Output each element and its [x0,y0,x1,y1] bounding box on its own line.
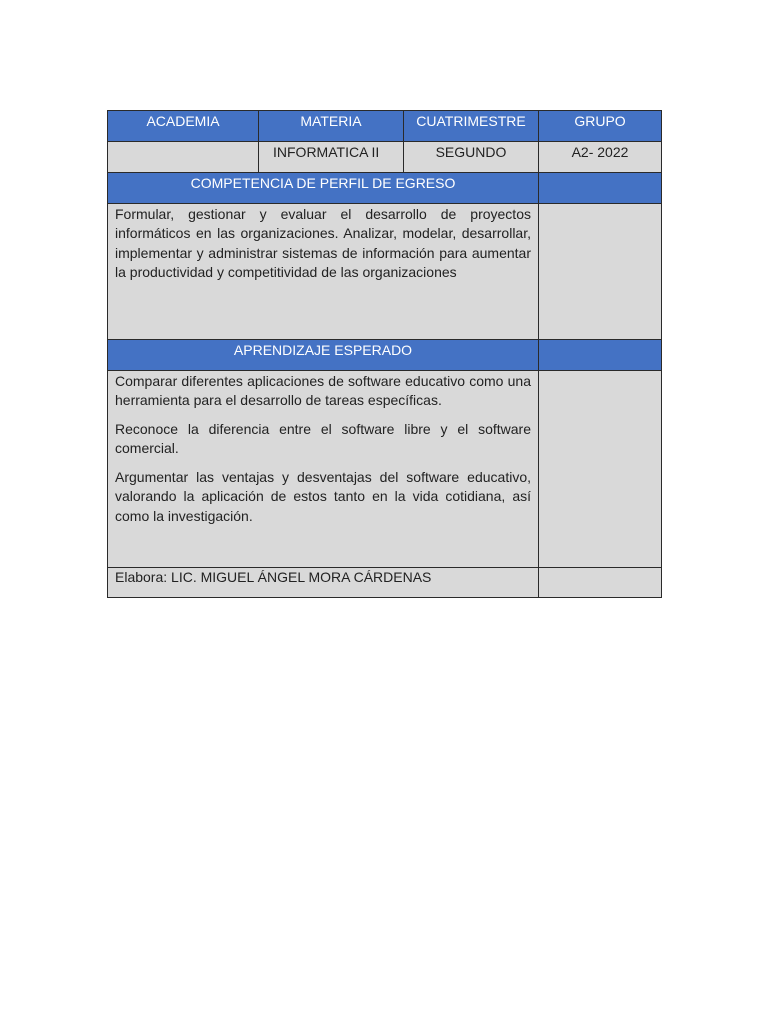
aprendizaje-item: Argumentar las ventajas y desventajas del software educativo, valorando la aplicación de estos tanto en la vida cotidiana, así como la investigación. [115,469,531,524]
elabora-text: Elabora: LIC. MIGUEL ÁNGEL MORA CÁRDENAS [108,568,539,598]
competencia-text [108,204,539,340]
aprendizaje-title: APRENDIZAJE ESPERADO [108,340,539,371]
header-cuatrimestre: CUATRIMESTRE [404,111,539,142]
info-grupo: A2- 2022 [539,142,662,173]
info-materia: INFORMATICA II [259,142,404,173]
competencia-title: COMPETENCIA DE PERFIL DE EGRESO [108,173,539,204]
info-cuatrimestre: SEGUNDO [404,142,539,173]
footer-row [108,568,662,598]
aprendizaje-text [108,371,539,568]
aprendizaje-title-side [539,340,662,371]
aprendizaje-item: Reconoce la diferencia entre el software libre y el software comercial. [115,421,531,457]
competencia-side-cell [539,204,662,340]
aprendizaje-title-row [108,340,662,371]
info-row [108,142,662,173]
header-row [108,111,662,142]
competencia-paragraph: Formular, gestionar y evaluar el desarrollo de proyectos informáticos en las organizaciones. Analizar, modelar, desarrollar, implementar y administrar sistemas de información para aumentar la productividad y competitividad de las organizaciones [115,206,531,280]
competencia-body-row [108,204,662,340]
header-materia: MATERIA [259,111,404,142]
aprendizaje-side-cell [539,371,662,568]
aprendizaje-item: Comparar diferentes aplicaciones de software educativo como una herramienta para el desarrollo de tareas específicas. [115,373,531,409]
header-grupo: GRUPO [539,111,662,142]
header-academia: ACADEMIA [108,111,259,142]
info-academia [108,142,259,173]
footer-side-cell [539,568,662,598]
aprendizaje-body-row [108,371,662,568]
competencia-title-side [539,173,662,204]
competencia-title-row [108,173,662,204]
course-info-table [107,110,662,598]
